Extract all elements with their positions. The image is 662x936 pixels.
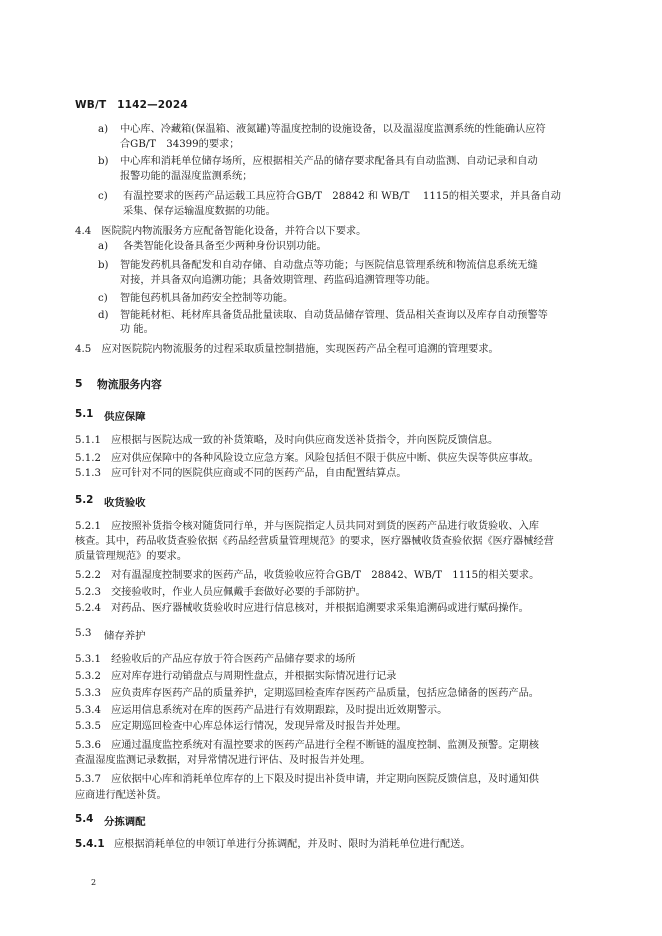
list-label: c) — [98, 293, 108, 304]
clause-4-5: 4.5 应对医院院内物流服务的过程采取质量控制措施，实现医药产品全程可追溯的管理要求。 — [75, 344, 499, 355]
list-item-line: 功 能。 — [120, 324, 154, 335]
section-5-3-title: 储存养护 — [104, 630, 146, 642]
clause-5-2-4: 5.2.4 对药品、医疗器械收货验收时应进行信息核对，并根据追溯要求采集追溯码或进行赋码操作。 — [75, 603, 529, 614]
page-number: 2 — [91, 878, 97, 887]
section-5-2-number: 5.2 — [75, 494, 94, 506]
list-label: b) — [98, 156, 109, 167]
section-5-1-title: 供应保障 — [104, 411, 146, 423]
list-item-line: 智能发药机具备配发和自动存储、自动盘点等功能；与医院信息管理系统和物流信息系统无缝 — [120, 260, 538, 271]
clause-5-3-1: 5.3.1 经验收后的产品应存放于符合医药产品储存要求的场所 — [75, 654, 356, 665]
clause-5-4-1-number: 5.4.1 — [75, 838, 105, 850]
clause-5-3-6: 查温湿度监测记录数据，对异常情况进行评估、及时报告并处理。 — [75, 755, 371, 766]
list-label: b) — [98, 260, 109, 271]
clause-5-3-2: 5.3.2 应对库存进行动销盘点与周期性盘点，并根据实际情况进行记录 — [75, 671, 397, 682]
section-5-4-number: 5.4 — [75, 813, 94, 825]
list-item-line: 合GB/T 34399的要求； — [120, 139, 240, 150]
section-5-number: 5 — [75, 377, 83, 390]
list-item-line: 有温控要求的医药产品运载工具应符合GB/T 28842 和 WB/T 1115的相关要求，并具备自动 — [123, 191, 561, 202]
clause-5-2-2: 5.2.2 对有温湿度控制要求的医药产品，收货验收应符合GB/T 28842、WB/T 1115的相关要求。 — [75, 570, 540, 581]
list-item-line: 智能包药机具备加药安全控制等功能。 — [120, 293, 294, 304]
list-label: c) — [98, 191, 108, 202]
clause-5-3-4: 5.3.4 应运用信息系统对在库的医药产品进行有效期跟踪，及时提出近效期警示。 — [75, 705, 448, 716]
clause-5-1-2: 5.1.2 应对供应保障中的各种风险设立应急方案。风险包括但不限于供应中断、供应失误等供应事故。 — [75, 453, 539, 464]
list-label: a) — [98, 124, 109, 135]
list-label: a) — [98, 241, 109, 252]
section-5-1-number: 5.1 — [75, 408, 94, 420]
section-5-2-title: 收货验收 — [104, 497, 146, 509]
section-5-4-title: 分拣调配 — [104, 816, 146, 828]
clause-5-2-1: 5.2.1 应按照补货指令核对随货同行单，并与医院指定人员共同对到货的医药产品进行收货验收、入库 — [75, 521, 539, 532]
list-item-line: 报警功能的温湿度监测系统； — [120, 171, 253, 182]
list-item-line: 智能耗材柜、耗材库具备货品批量读取、自动货品储存管理、货品相关查询以及库存自动预警等 — [120, 310, 548, 321]
list-item-line: 中心库和消耗单位储存场所，应根据相关产品的储存要求配备具有自动监测、自动记录和自动 — [120, 156, 538, 167]
clause-5-4-1: 应根据消耗单位的申领订单进行分拣调配，并及时、限时为消耗单位进行配送。 — [114, 839, 471, 850]
clause-5-1-1: 5.1.1 应根据与医院达成一致的补货策略，及时向供应商发送补货指令，并向医院反馈信息。 — [75, 435, 499, 446]
clause-5-3-6: 5.3.6 应通过温度监控系统对有温控要求的医药产品进行全程不断链的温度控制、监测及预警。定期核 — [75, 740, 539, 751]
list-item-line: 中心库、冷藏箱(保温箱、液氮罐)等温度控制的设施设备，以及温湿度监测系统的性能确认应符 — [120, 124, 546, 135]
clause-5-2-1: 质量管理规范》的要求。 — [75, 551, 188, 562]
list-item-line: 采集、保存运输温度数据的功能。 — [123, 206, 276, 217]
clause-5-2-3: 5.2.3 交接验收时，作业人员应佩戴手套做好必要的手部防护。 — [75, 587, 366, 598]
clause-5-3-7: 5.3.7 应依据中心库和消耗单位库存的上下限及时提出补货申请，并定期向医院反馈信息，及时通知供 — [75, 774, 539, 785]
list-label: d) — [98, 310, 109, 321]
clause-5-3-5: 5.3.5 应定期巡回检查中心库总体运行情况，发现异常及时报告并处理。 — [75, 721, 407, 732]
clause-5-1-3: 5.1.3 应可针对不同的医院供应商或不同的医药产品，自由配置结算点。 — [75, 468, 407, 479]
standard-header: WB/T 1142—2024 — [75, 99, 188, 111]
section-5-title: 物流服务内容 — [97, 378, 162, 391]
clause-5-2-1: 核查。其中，药品收货查验依据《药品经营质量管理规范》的要求，医疗器械收货查验依据《医疗器械经营 — [75, 536, 554, 547]
list-item-line: 各类智能化设备具备至少两种身份识别功能。 — [123, 241, 327, 252]
clause-4-4: 4.4 医院院内物流服务方应配备智能化设备，并符合以下要求。 — [75, 226, 367, 237]
clause-5-3-3: 5.3.3 应负责库存医药产品的质量养护，定期巡回检查库存医药产品质量，包括应急储备的医药产品。 — [75, 688, 539, 699]
clause-5-3-7: 应商进行配送补货。 — [75, 790, 167, 801]
list-item-line: 对接，并具备双向追溯功能；具备效期管理、药监码追溯管理等功能。 — [120, 275, 436, 286]
section-5-3-number: 5.3 — [75, 627, 92, 639]
